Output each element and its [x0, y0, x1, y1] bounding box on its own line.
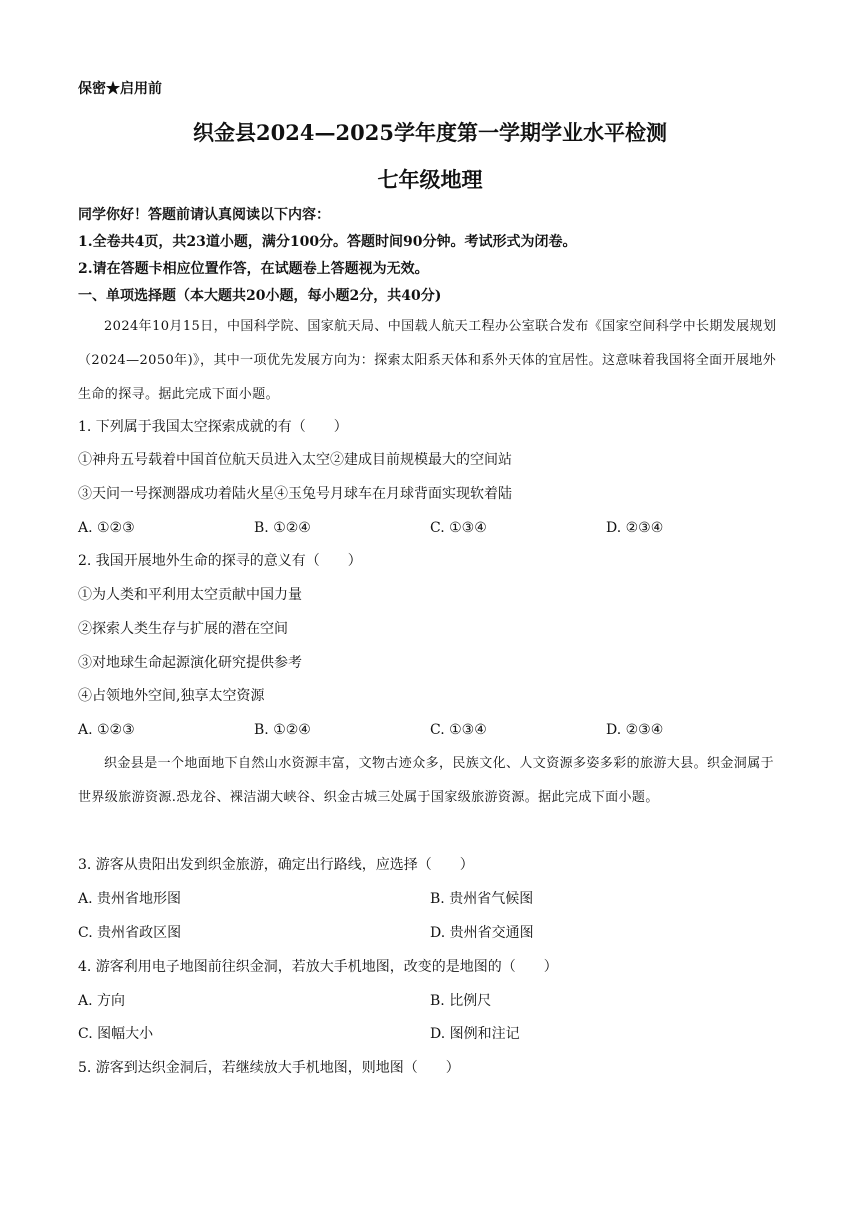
question-4-stem: 4. 游客利用电子地图前往织金洞，若放大手机地图，改变的是地图的（ ）: [78, 959, 558, 975]
question-2-statement-2: ②探索人类生存与扩展的潜在空间: [78, 621, 288, 637]
question-3-option-c: C. 贵州省政区图: [78, 925, 182, 941]
question-1-option-c: C. ①③④: [430, 520, 487, 536]
section-heading: 一、单项选择题（本大题共20小题，每小题2分，共40分): [78, 288, 442, 304]
question-3-option-a: A. 贵州省地形图: [78, 891, 182, 907]
question-4-option-d: D. 图例和注记: [430, 1026, 520, 1042]
question-1-option-a: A. ①②③: [78, 520, 135, 536]
question-3-option-b: B. 贵州省气候图: [430, 891, 534, 907]
instruction-item-2: 2.请在答题卡相应位置作答，在试题卷上答题视为无效。: [78, 261, 429, 277]
question-2-statement-3: ③对地球生命起源演化研究提供参考: [78, 655, 302, 671]
question-3-option-d: D. 贵州省交通图: [430, 925, 534, 941]
question-2-stem: 2. 我国开展地外生命的探寻的意义有（ ）: [78, 553, 362, 569]
question-4-option-a: A. 方向: [78, 993, 126, 1009]
instruction-item-1: 1.全卷共4页，共23道小题，满分100分。答题时间90分钟。考试形式为闭卷。: [78, 234, 577, 250]
question-1-option-b: B. ①②④: [254, 520, 311, 536]
question-2-option-d: D. ②③④: [606, 722, 664, 738]
question-2-option-c: C. ①③④: [430, 722, 487, 738]
exam-title: 织金县2024—2025学年度第一学期学业水平检测: [193, 120, 667, 145]
question-5-stem: 5. 游客到达织金洞后，若继续放大手机地图，则地图（ ）: [78, 1060, 460, 1076]
question-3-stem: 3. 游客从贵阳出发到织金旅游，确定出行路线，应选择（ ）: [78, 857, 474, 873]
exam-subtitle: 七年级地理: [377, 167, 483, 192]
question-4-option-c: C. 图幅大小: [78, 1026, 154, 1042]
question-1-line-1: ①神舟五号载着中国首位航天员进入太空②建成目前规模最大的空间站: [78, 452, 512, 468]
confidential-label: 保密★启用前: [78, 81, 162, 97]
question-2-option-a: A. ①②③: [78, 722, 135, 738]
passage-2: 织金县是一个地面地下自然山水资源丰富，文物古迹众多，民族文化、人文资源多姿多彩的旅游大县。织金洞属于世界级旅游资源.恐龙谷、裸洁湖大峡谷、织金古城三处属于国家级旅游资源。据此完成下面小题。: [78, 756, 775, 805]
question-2-statement-4: ④占领地外空间,独享太空资源: [78, 688, 265, 704]
question-1-stem: 1. 下列属于我国太空探索成就的有（ ）: [78, 419, 348, 435]
question-1-line-2: ③天问一号探测器成功着陆火星④玉兔号月球车在月球背面实现软着陆: [78, 486, 512, 502]
question-4-option-b: B. 比例尺: [430, 993, 492, 1009]
question-2-option-b: B. ①②④: [254, 722, 311, 738]
question-2-statement-1: ①为人类和平利用太空贡献中国力量: [78, 587, 302, 603]
instructions-greeting: 同学你好！答题前请认真阅读以下内容：: [78, 207, 330, 223]
passage-1: 2024年10月15日，中国科学院、国家航天局、中国载人航天工程办公室联合发布《国家空间科学中长期发展规划（2024—2050年)》，其中一项优先发展方向为：探索太阳系天体和系外天体的宜居性。这意味着我国将全面开展地外生命的探寻。据此完成下面小题。: [78, 319, 777, 402]
question-1-option-d: D. ②③④: [606, 520, 664, 536]
